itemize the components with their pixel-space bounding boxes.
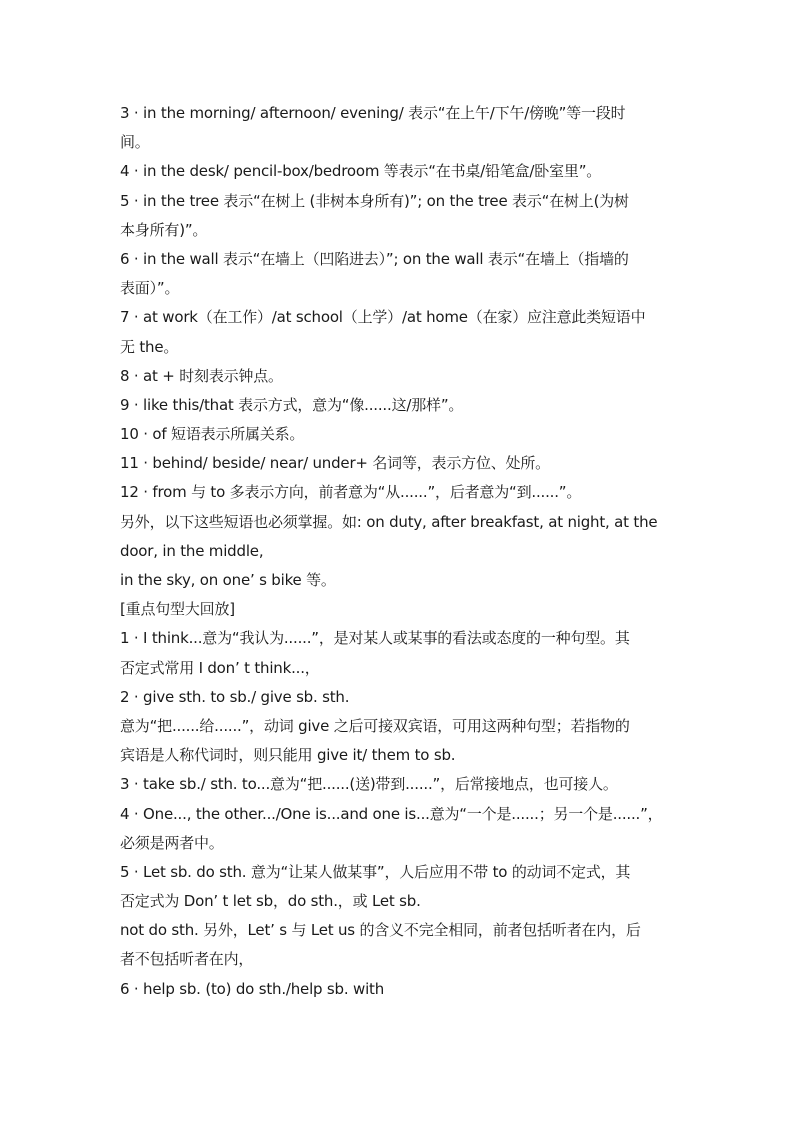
text-line: 间。 [120, 133, 150, 152]
text-line: 10 · of 短语表示所属关系。 [120, 425, 305, 444]
text-line: 本身所有)”。 [120, 220, 208, 239]
text-line: 无 the。 [120, 337, 179, 356]
text-line: 1 · I think...意为“我认为......”，是对某人或某事的看法或态度的一种句型。其 [120, 629, 630, 648]
text-line: 4 · One..., the other.../One is...and one is...意为“一个是......；另一个是......”， [120, 804, 663, 823]
text-line: 6 · help sb. (to) do sth./help sb. with [120, 979, 385, 998]
text-line: 5 · Let sb. do sth. 意为“让某人做某事”，人后应用不带 to 的动词不定式，其 [120, 862, 631, 881]
text-line: 9 · like this/that 表示方式，意为“像......这/那样”。 [120, 395, 464, 414]
text-line: 7 · at work（在工作）/at school（上学）/at home（在家）应注意此类短语中 [120, 308, 646, 327]
text-line: 必须是两者中。 [120, 833, 224, 852]
text-line: 者不包括听者在内， [120, 950, 254, 969]
text-line: 11 · behind/ beside/ near/ under+ 名词等，表示方位、处所。 [120, 454, 550, 473]
text-line: 表面）”。 [120, 279, 180, 298]
text-line: 意为“把......给......”，动词 give 之后可接双宾语，可用这两种句型；若指物的 [120, 716, 630, 735]
text-line: in the sky, on one’ s bike 等。 [120, 571, 336, 589]
text-line: 8 · at + 时刻表示钟点。 [120, 366, 283, 385]
text-line: 4 · in the desk/ pencil-box/bedroom 等表示“在书桌/铅笔盒/卧室里”。 [120, 162, 602, 181]
text-line: not do sth. 另外，Let’ s 与 Let us 的含义不完全相同，前者包括听者在内，后 [120, 921, 641, 940]
text-line: 另外，以下这些短语也必须掌握。如: on duty, after breakfast, at night, at the [120, 512, 658, 531]
section-heading: [重点句型大回放] [120, 600, 235, 619]
text-line: 3 · take sb./ sth. to...意为“把......(送)带到......”，后常接地点，也可接人。 [120, 775, 618, 794]
text-line: 否定式为 Don’ t let sb，do sth.，或 Let sb. [120, 892, 421, 911]
text-line: 否定式常用 I don’ t think...， [120, 658, 320, 677]
text-line: 5 · in the tree 表示“在树上 (非树本身所有)”; on the tree 表示“在树上(为树 [120, 191, 629, 210]
text-line: 宾语是人称代词时，则只能用 give it/ them to sb. [120, 746, 456, 765]
document-body [120, 99, 680, 1004]
text-line: 3 · in the morning/ afternoon/ evening/ 表示“在上午/下午/傍晚”等一段时 [120, 104, 626, 122]
text-line: 2 · give sth. to sb./ give sb. sth. [120, 687, 350, 706]
text-line: 12 · from 与 to 多表示方向，前者意为“从......”，后者意为“到......”。 [120, 483, 582, 502]
text-line: 6 · in the wall 表示“在墙上（凹陷进去）”; on the wall 表示“在墙上（指墙的 [120, 249, 629, 268]
text-line: door, in the middle, [120, 541, 264, 560]
